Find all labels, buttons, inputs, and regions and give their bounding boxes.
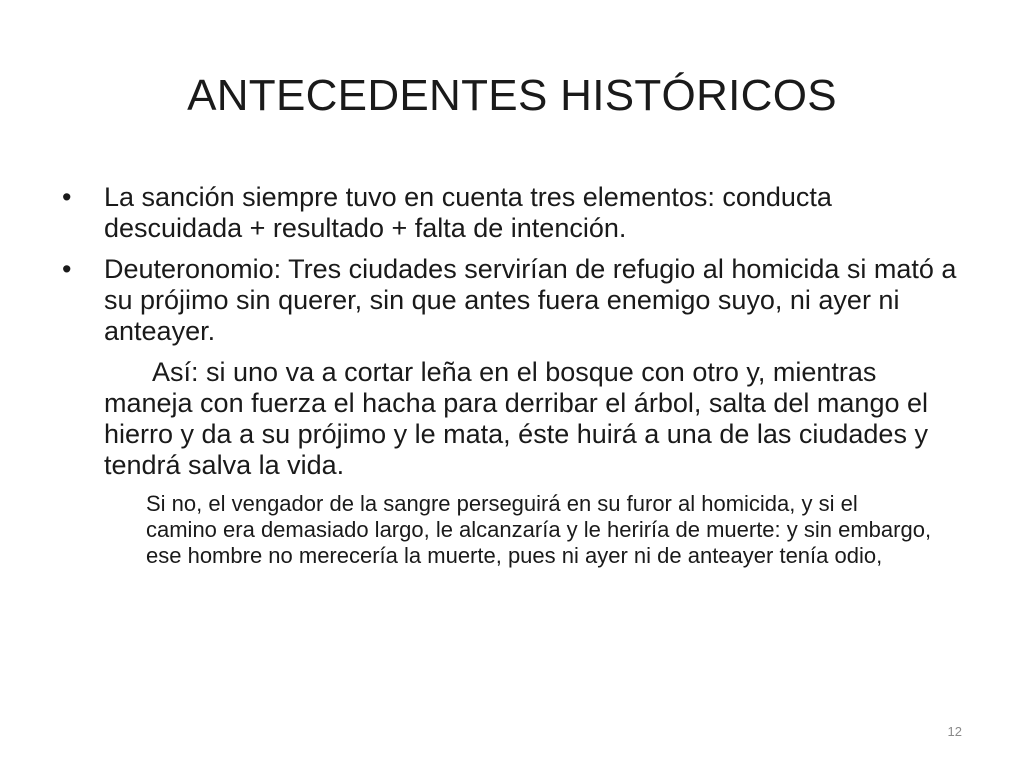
- bullet-item: [62, 182, 962, 244]
- bullet-icon: •: [62, 182, 72, 212]
- page-number: 12: [947, 724, 962, 739]
- indented-paragraph: [62, 357, 962, 481]
- quote-paragraph: Si no, el vengador de la sangre perseguirá en su furor al homicida, y si el camino era demasiado largo, le alcanzaría y le heriría de muerte: y sin embargo, ese hombre no merecería la muerte, pues ni ayer ni de anteayer tenía odio,: [146, 491, 932, 568]
- paragraph-text: Así: si uno va a cortar leña en el bosque con otro y, mientras maneja con fuerza el hacha para derribar el árbol, salta del mango el hierro y da a su prójimo y le mata, éste huirá a una de las ciudades y tendrá salva la vida.: [104, 357, 928, 480]
- bullet-text: Deuteronomio: Tres ciudades servirían de refugio al homicida si mató a su prójimo sin querer, sin que antes fuera enemigo suyo, ni ayer ni anteayer.: [104, 254, 957, 346]
- bullet-icon: •: [62, 254, 72, 284]
- slide-content: [62, 182, 962, 569]
- bullet-text: La sanción siempre tuvo en cuenta tres elementos: conducta descuidada + resultado + falta de intención.: [104, 182, 832, 243]
- bullet-item: [62, 254, 962, 347]
- slide-title: ANTECEDENTES HISTÓRICOS: [187, 71, 837, 120]
